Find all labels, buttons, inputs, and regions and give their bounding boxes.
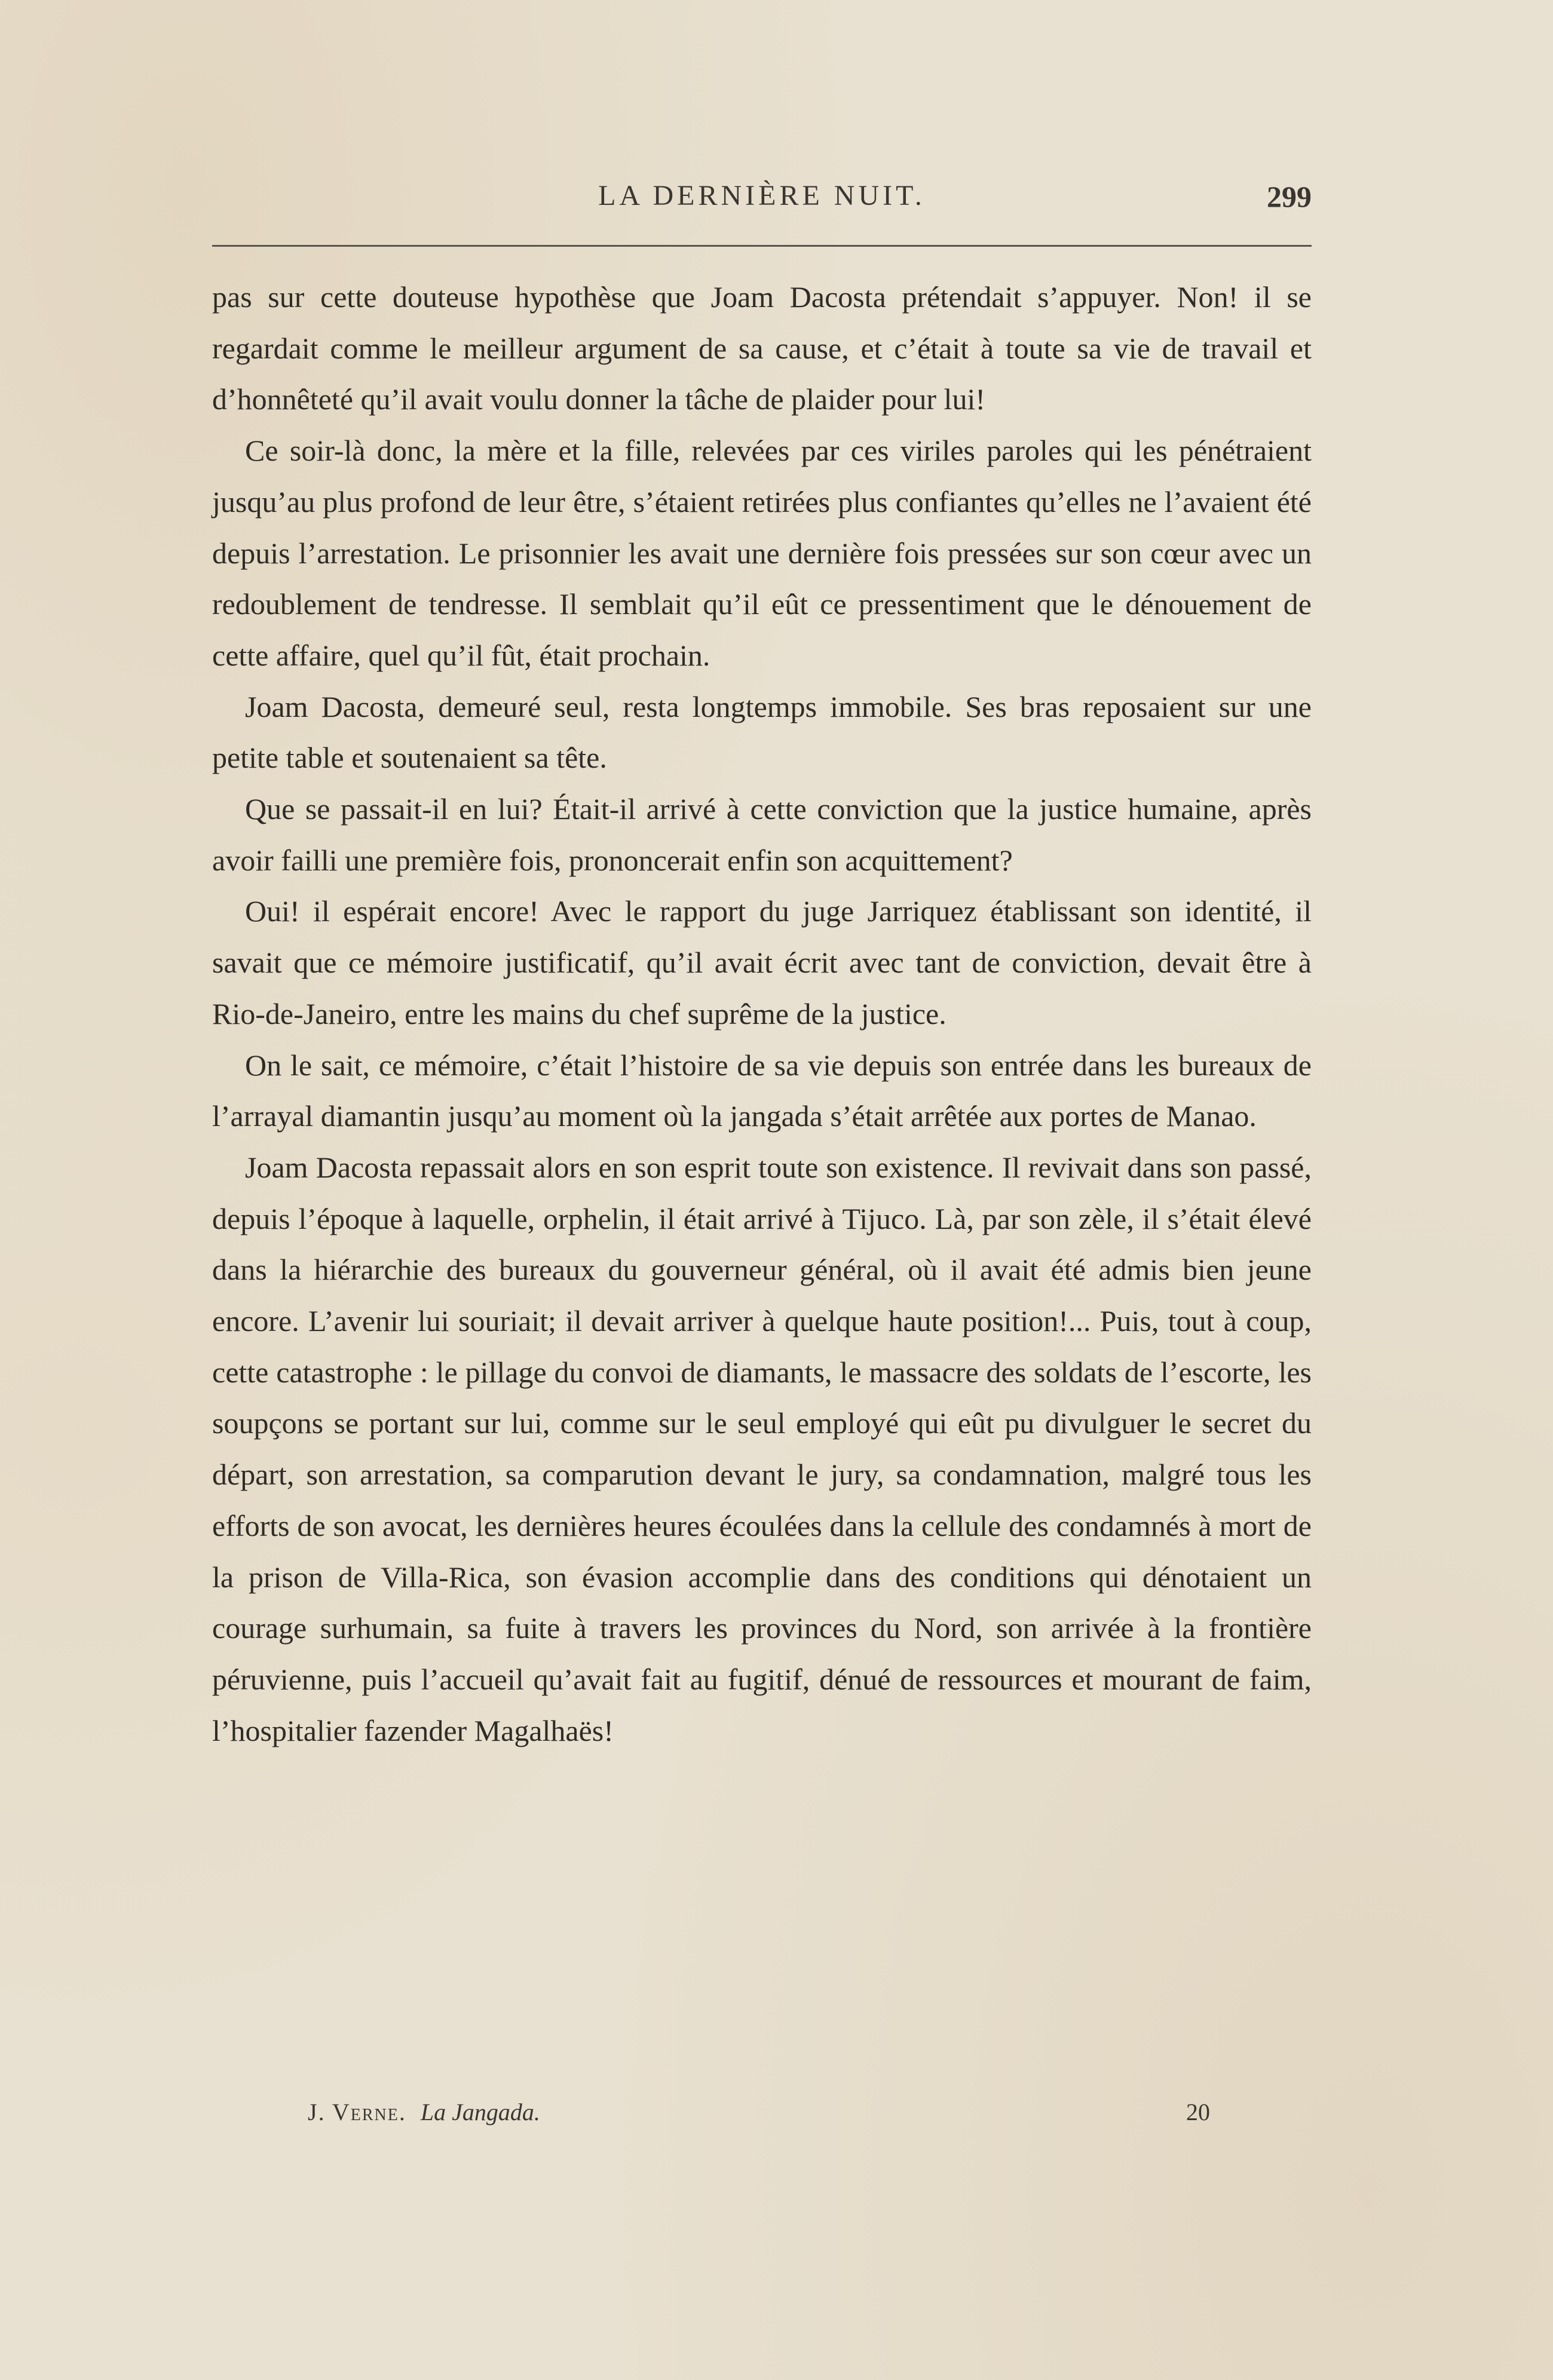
printer-signature bbox=[308, 2098, 540, 2126]
page-header bbox=[212, 179, 1312, 227]
footer-book-title: La Jangada. bbox=[420, 2099, 540, 2126]
sheet-number: 20 bbox=[1186, 2099, 1210, 2126]
paragraph: pas sur cette douteuse hypothèse que Joam Dacosta prétendait s’appuyer. Non! il se regardait comme le meilleur argument de sa cause, et c’était à toute sa vie de travail et d’honnêteté qu’il avait voulu donner la tâche de plaider pour lui! bbox=[212, 280, 1312, 416]
header-rule bbox=[212, 245, 1312, 247]
paragraph: Oui! il espérait encore! Avec le rapport du juge Jarriquez établissant son identité, il savait que ce mémoire justificatif, qu’il avait écrit avec tant de conviction, devait être à Rio-de-Janeiro, entre les mains du chef suprême de la justice. bbox=[212, 894, 1312, 1030]
page-footer bbox=[212, 2098, 1312, 2134]
paragraph: Joam Dacosta repassait alors en son esprit toute son existence. Il revivait dans son passé, depuis l’époque à laquelle, orphelin, il était arrivé à Tijuco. Là, par son zèle, il s’était élevé dans la hiérarchie des bureaux du gouverneur général, où il avait été admis bien jeune encore. L’avenir lui souriait; il devait arriver à quelque haute position!... Puis, tout à coup, cette catastrophe : le pillage du convoi de diamants, le massacre des soldats de l’escorte, les soupçons se portant sur lui, comme sur le seul employé qui eût pu divulguer le secret du départ, son arrestation, sa comparution devant le jury, sa condamnation, malgré tous les efforts de son avocat, les dernières heures écoulées dans la cellule des condamnés à mort de la prison de Villa-Rica, son évasion accomplie dans des conditions qui dénotaient un courage surhumain, sa fuite à travers les provinces du Nord, son arrivée à la frontière péruvienne, puis l’accueil qu’avait fait au fugitif, dénué de ressources et mourant de faim, l’hospitalier fazender Magalhaës! bbox=[212, 1150, 1312, 1747]
footer-author: J. Verne. bbox=[308, 2099, 406, 2126]
paragraph: Ce soir-là donc, la mère et la fille, relevées par ces viriles paroles qui les pénétraient jusqu’au plus profond de leur être, s’étaient retirées plus confiantes qu’elles ne l’avaient été depuis l’arrestation. Le prisonnier les avait une dernière fois pressées sur son cœur avec un redoublement de tendresse. Il semblait qu’il eût ce pressentiment que le dénouement de cette affaire, quel qu’il fût, était prochain. bbox=[212, 434, 1312, 672]
paragraph: Joam Dacosta, demeuré seul, resta longtemps immobile. Ses bras reposaient sur une petite table et soutenaient sa tête. bbox=[212, 689, 1312, 775]
body-text bbox=[212, 272, 1312, 1756]
page-number: 299 bbox=[1267, 180, 1312, 213]
paragraph: Que se passait-il en lui? Était-il arrivé à cette conviction que la justice humaine, après avoir failli une première fois, prononcerait enfin son acquittement? bbox=[212, 792, 1312, 877]
running-title: LA DERNIÈRE NUIT. bbox=[598, 180, 926, 211]
paragraph: On le sait, ce mémoire, c’était l’histoire de sa vie depuis son entrée dans les bureaux de l’arrayal diamantin jusqu’au moment où la jangada s’était arrêtée aux portes de Manao. bbox=[212, 1048, 1312, 1133]
